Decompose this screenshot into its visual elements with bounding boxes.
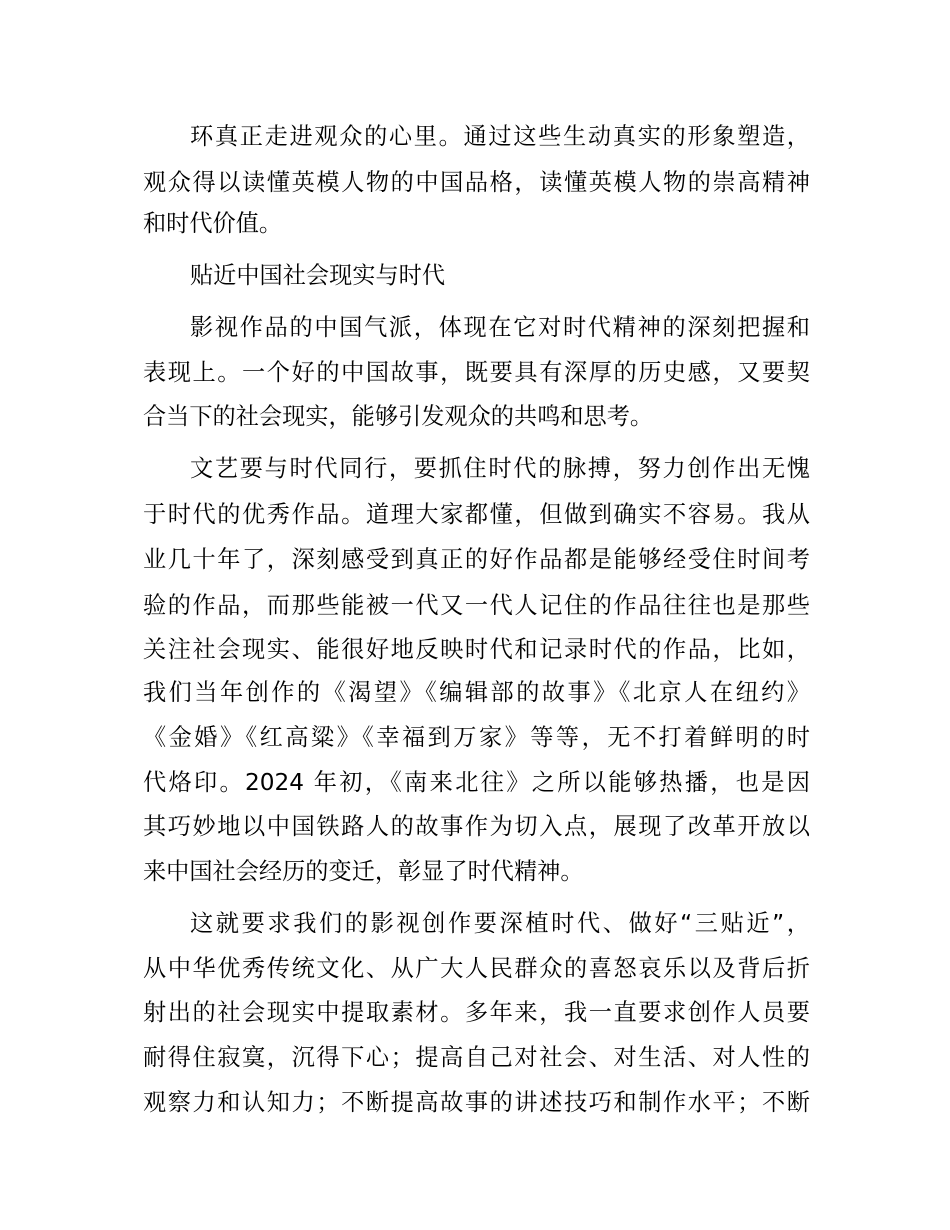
text-line: 表现上。一个好的中国故事，既要具有深厚的历史感，又要契 xyxy=(143,359,810,386)
text-line: 关注社会现实、能很好地反映时代和记录时代的作品，比如， xyxy=(143,636,810,663)
text-line: 验的作品，而那些能被一代又一代人记住的作品往往也是那些 xyxy=(143,592,810,619)
text-line: 业几十年了，深刻感受到真正的好作品都是能够经受住时间考 xyxy=(143,546,810,573)
text-line: 耐得住寂寞，沉得下心；提高自己对社会、对生活、对人性的 xyxy=(143,1044,810,1071)
text-line: 和时代价值。 xyxy=(143,210,283,237)
text-line: 射出的社会现实中提取素材。多年来，我一直要求创作人员要 xyxy=(143,999,810,1026)
text-line: 环真正走进观众的心里。通过这些生动真实的形象塑造， xyxy=(190,123,810,150)
text-line: 《金婚》《红高粱》《幸福到万家》等等，无不打着鲜明的时 xyxy=(143,724,810,751)
text-line: 代烙印。2024 年初，《南来北往》之所以能够热播，也是因 xyxy=(143,769,810,796)
text-line: 其巧妙地以中国铁路人的故事作为切入点，展现了改革开放以 xyxy=(143,813,810,840)
text-line: 观众得以读懂英模人物的中国品格，读懂英模人物的崇高精神 xyxy=(143,169,810,196)
text-line: 这就要求我们的影视创作要深植时代、做好“三贴近”， xyxy=(190,910,810,937)
text-line: 观察力和认知力；不断提高故事的讲述技巧和制作水平；不断 xyxy=(143,1089,810,1116)
text-line: 文艺要与时代同行，要抓住时代的脉搏，努力创作出无愧 xyxy=(190,455,810,482)
heading-text: 贴近中国社会现实与时代 xyxy=(190,262,446,289)
text-line: 于时代的优秀作品。道理大家都懂，但做到确实不容易。我从 xyxy=(143,501,810,528)
text-line: 影视作品的中国气派，体现在它对时代精神的深刻把握和 xyxy=(190,314,810,341)
text-line: 我们当年创作的《渴望》《编辑部的故事》《北京人在纽约》 xyxy=(143,679,810,706)
text-line: 从中华优秀传统文化、从广大人民群众的喜怒哀乐以及背后折 xyxy=(143,955,810,982)
text-line: 合当下的社会现实，能够引发观众的共鸣和思考。 xyxy=(143,403,654,430)
text-line: 来中国社会经历的变迁，彰显了时代精神。 xyxy=(143,858,584,885)
